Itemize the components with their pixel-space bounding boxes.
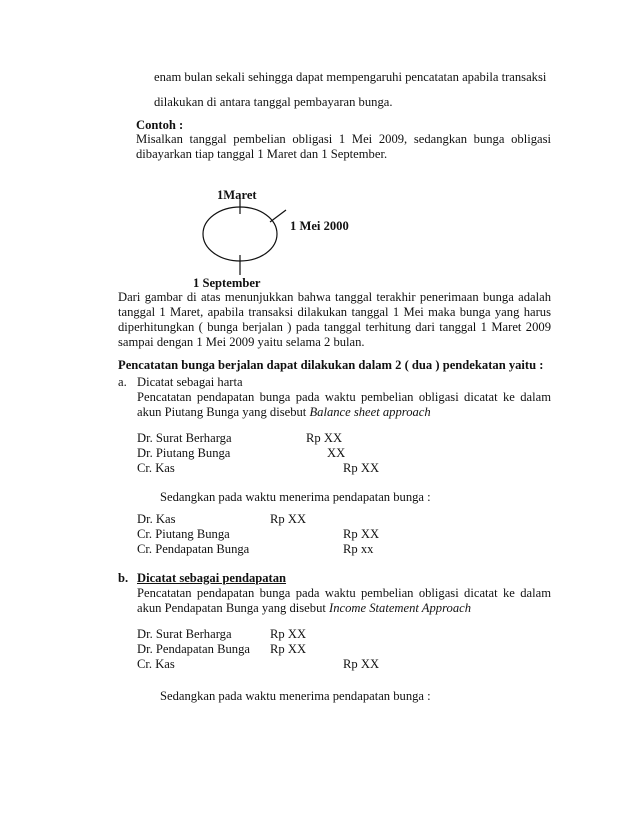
- section-b-approach-name: Income Statement Approach: [329, 601, 472, 615]
- section-a-title: Dicatat sebagai harta: [137, 375, 243, 389]
- journal-a1-row-2-account: Dr. Piutang Bunga: [137, 446, 231, 460]
- journal-b1-row-2-account: Dr. Pendapatan Bunga: [137, 642, 250, 656]
- journal-a1-row-1-debit: Rp XX: [306, 431, 343, 445]
- intro-line-2: dilakukan di antara tanggal pembayaran bunga.: [154, 95, 393, 109]
- diagram-label-maret: 1Maret: [217, 188, 257, 202]
- diagram-label-mei: 1 Mei 2000: [290, 219, 349, 233]
- section-a-desc-prefix: akun Piutang Bunga yang disebut: [137, 405, 310, 419]
- section-b-desc-line-2: [137, 601, 471, 616]
- journal-a1-row-1-account: Dr. Surat Berharga: [137, 431, 232, 445]
- journal-a2-row-3-credit: Rp xx: [343, 542, 374, 556]
- section-b-desc-line-1: Pencatatan pendapatan bunga pada waktu pembelian obligasi dicatat ke dalam: [137, 586, 551, 600]
- section-a-desc-line-2: [137, 405, 431, 420]
- section-b-receive-text: Sedangkan pada waktu menerima pendapatan bunga :: [160, 689, 431, 703]
- explanation-line-2: tanggal 1 Maret, apabila transaksi dilakukan tanggal 1 Mei maka bunga yang harus: [118, 305, 551, 319]
- section-a-receive-text: Sedangkan pada waktu menerima pendapatan bunga :: [160, 490, 431, 504]
- journal-b1-row-1-account: Dr. Surat Berharga: [137, 627, 232, 641]
- journal-b1-row-2-debit: Rp XX: [270, 642, 307, 656]
- example-line-2: dibayarkan tiap tanggal 1 Maret dan 1 September.: [136, 147, 388, 161]
- journal-a1-row-2-debit: XX: [327, 446, 346, 460]
- explanation-line-4: sampai dengan 1 Mei 2009 yaitu selama 2 bulan.: [118, 335, 365, 349]
- explanation-line-1: Dari gambar di atas menunjukkan bahwa tanggal terakhir penerimaan bunga adalah: [118, 290, 551, 304]
- diagram-label-september: 1 September: [193, 276, 261, 290]
- journal-b1-row-1-debit: Rp XX: [270, 627, 307, 641]
- journal-a2-row-3-account: Cr. Pendapatan Bunga: [137, 542, 250, 556]
- journal-a1-row-3-account: Cr. Kas: [137, 461, 175, 475]
- explanation-line-3: diperhitungkan ( bunga berjalan ) pada tanggal terhitung dari tanggal 1 Maret 2009: [118, 320, 551, 334]
- section-a-desc-line-1: Pencatatan pendapatan bunga pada waktu pembelian obligasi dicatat ke dalam: [137, 390, 551, 404]
- section-b-desc-prefix: akun Pendapatan Bunga yang disebut: [137, 601, 330, 615]
- journal-a2-row-2-account: Cr. Piutang Bunga: [137, 527, 230, 541]
- section-a-marker: a.: [118, 375, 127, 389]
- example-heading: Contoh :: [136, 118, 184, 132]
- journal-b1-row-3-credit: Rp XX: [343, 657, 380, 671]
- interest-cycle-circle: [203, 207, 277, 261]
- journal-a2-row-1-account: Dr. Kas: [137, 512, 176, 526]
- section-a-approach-name: Balance sheet approach: [309, 405, 431, 419]
- approach-heading: Pencatatan bunga berjalan dapat dilakukan dalam 2 ( dua ) pendekatan yaitu :: [118, 358, 544, 372]
- journal-b1-row-3-account: Cr. Kas: [137, 657, 175, 671]
- intro-line-1: enam bulan sekali sehingga dapat mempengaruhi pencatatan apabila transaksi: [154, 70, 547, 84]
- journal-a2-row-1-debit: Rp XX: [270, 512, 307, 526]
- example-line-1: Misalkan tanggal pembelian obligasi 1 Mei 2009, sedangkan bunga obligasi: [136, 132, 551, 146]
- section-b-title: Dicatat sebagai pendapatan: [137, 571, 287, 585]
- journal-a1-row-3-credit: Rp XX: [343, 461, 380, 475]
- section-b-marker: b.: [118, 571, 129, 585]
- mei-pointer: [270, 210, 286, 222]
- journal-a2-row-2-credit: Rp XX: [343, 527, 380, 541]
